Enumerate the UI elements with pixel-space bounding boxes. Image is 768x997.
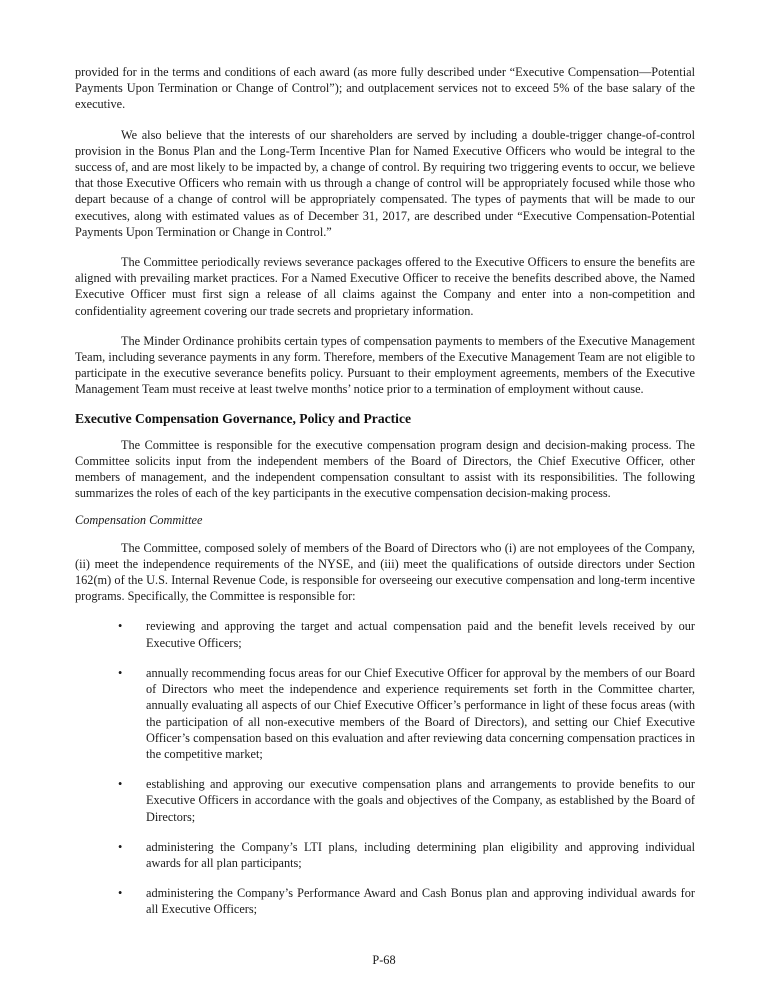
bullet-icon: • [118, 777, 123, 792]
subheading-compensation-committee: Compensation Committee [75, 513, 203, 528]
bullet-icon: • [118, 839, 123, 854]
list-item [75, 665, 695, 762]
list-item [75, 839, 695, 871]
page-number: P-68 [372, 953, 396, 967]
list-item-text: reviewing and approving the target and actual compensation paid and the benefit levels received by our Executive Officers; [146, 619, 695, 650]
list-item [75, 885, 695, 917]
section-heading: Executive Compensation Governance, Policy and Practice [75, 410, 412, 426]
bullet-icon: • [118, 665, 123, 680]
bullet-icon: • [118, 619, 123, 634]
document-page [75, 64, 695, 918]
responsibilities-list [75, 618, 695, 917]
list-item-text: administering the Company’s Performance Award and Cash Bonus plan and approving individual awards for all Executive Officers; [146, 886, 695, 917]
list-item-text: administering the Company’s LTI plans, including determining plan eligibility and approving individual awards for all plan participants; [146, 839, 695, 870]
paragraph-minder-ordinance: The Minder Ordinance prohibits certain types of compensation payments to members of the Executive Management Team, including severance payments in any form. Therefore, members of the Executive Management Team are not eligible to participate in the executive severance benefits policy. Pursuant to their employment agreements, members of the Executive Management Team must receive at least twelve months’ notice prior to a termination of employment without cause. [75, 333, 695, 397]
committee-paragraph: The Committee, composed solely of members of the Board of Directors who (i) are not employees of the Company, (ii) meet the independence requirements of the NYSE, and (iii) meet the qualifications of outside directors under Section 162(m) of the U.S. Internal Revenue Code, is responsible for overseeing our executive compensation and long-term incentive programs. Specifically, the Committee is responsible for: [75, 540, 695, 604]
paragraph-continuation: provided for in the terms and conditions of each award (as more fully described under “Executive Compensation—Potential Payments Upon Termination or Change of Control”); and outplacement services not to exceed 5% of the base salary of the executive. [75, 65, 695, 112]
bullet-icon: • [118, 886, 123, 901]
list-item-text: annually recommending focus areas for our Chief Executive Officer for approval by the members of our Board of Directors who meet the independence and experience requirements set forth in the Committee charter, annually evaluating all aspects of our Chief Executive Officer’s performance in light of these focus areas (with the participation of all non-executive members of the Board of Directors), and setting our Chief Executive Officer’s compensation based on this evaluation and after reviewing data concerning compensation practices in the competitive market; [146, 665, 695, 761]
list-item [75, 618, 695, 650]
list-item-text: establishing and approving our executive compensation plans and arrangements to provide benefits to our Executive Officers in accordance with the goals and objectives of the Company, as established by the Board of Directors; [146, 777, 695, 824]
list-item [75, 776, 695, 825]
paragraph-severance-review: The Committee periodically reviews severance packages offered to the Executive Officers to ensure the benefits are aligned with prevailing market practices. For a Named Executive Officer to receive the benefits described above, the Named Executive Officer must first sign a release of all claims against the Company and enter into a non-competition and confidentiality agreement covering our trade secrets and proprietary information. [75, 255, 695, 318]
section-intro: The Committee is responsible for the executive compensation program design and decision-making process. The Committee solicits input from the independent members of the Board of Directors, the Chief Executive Officer, other members of management, and the independent compensation consultant to assist with its responsibilities. The following summarizes the roles of each of the key participants in the executive compensation decision-making process. [75, 437, 695, 501]
paragraph-double-trigger: We also believe that the interests of our shareholders are served by including a double-trigger change-of-control provision in the Bonus Plan and the Long-Term Incentive Plan for Named Executive Officers who would be integral to the success of, and are most likely to be impacted by, a change of control. By requiring two triggering events to occur, we believe that those Executive Officers who remain with us through a change of control will be appropriately focused while those who depart because of a change of control will be appropriately compensated. The types of payments that will be made to our executives, along with estimated values as of December 31, 2017, are described under “Executive Compensation-Potential Payments Upon Termination or Change in Control.” [75, 127, 695, 239]
